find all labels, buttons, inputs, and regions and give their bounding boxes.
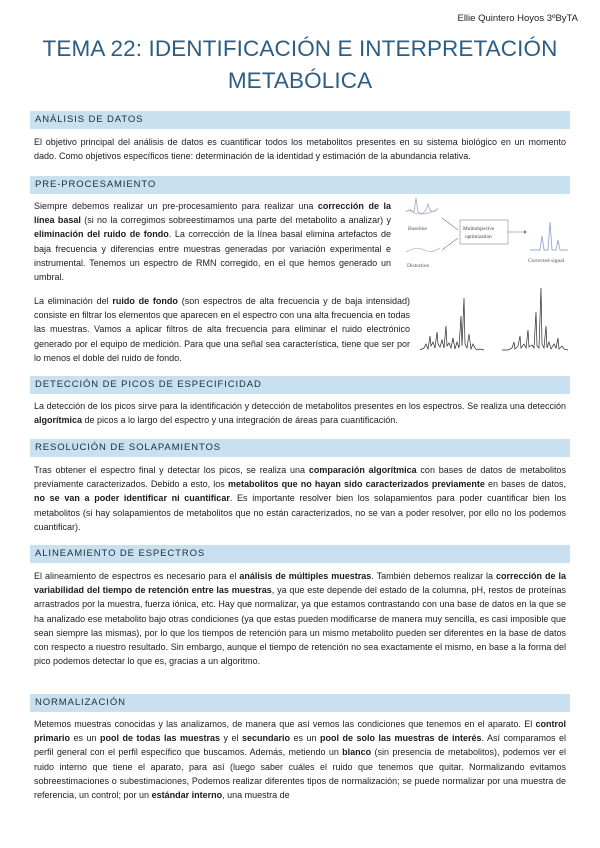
bold-pool-interes: pool de solo las muestras de interés [319,733,482,744]
bold-ruido-fondo-2: ruido de fondo [112,296,178,306]
text-run: Metemos muestras conocidas y las analizamos, de manera que así vemos las condiciones que tenemos en el aparato. El [34,719,536,729]
title-line-2: METABÓLICA [227,68,373,93]
text-run: La eliminación del [34,296,113,306]
text-run: . La corrección de la línea basal elimina artefactos de baja frecuencia y diferencias entre muestras generadas por variación experimental e instrumental. Tenemos un espectro de RMN corregido, en el que hemos generado un umbral. [34,229,391,283]
bold-no-caracterizados: metabolitos que no hayan sido caracterizados previamente [227,479,485,490]
label-baseline: Baseline [408,226,427,232]
page-title [30,33,570,97]
paragraph-normalizacion [34,717,566,802]
text-run: es un [70,733,100,744]
section-header-alineamiento: ALINEAMIENTO DE ESPECTROS [30,545,570,563]
text-run: es un [290,733,320,744]
text-run: . Así comparamos el perfil general con el perfil específico que buscamos. Además, metiendo un [34,733,566,758]
label-box-line-2: optimization [465,234,492,240]
filtered-spectrum [502,288,568,350]
author-name: Ellie Quintero Hoyos 3ºByTA [457,13,578,24]
paragraph-alineamiento [34,569,566,668]
bold-control-primario: control primario [34,719,566,744]
noise-filtered-spectra [418,286,570,358]
baseline-correction-diagram [400,192,572,274]
text-run: y el [220,733,242,744]
text-run: , ya que este depende del estado de la columna, pH, restos de proteínas arrastrados por la muestra, fuerza iónica, etc. Hay que normalizar, ya que estamos contrastando con una base de datos en la que se ha analizado ese metabolito bajo otras condiciones (ya que estas pueden modificarse de manera muy sencilla, es casi imposible que sean siempre las mismas), por lo que los tiempos de retención para un mismo metabolito pueden ser diferentes en la base de datos con respecto a nuestro resultado. Sin embargo, aunque el tiempo de retención no sea exactamente el mismo, en base a la forma del pico podemos detectar lo que es, gracias a un algoritmo. [34,585,567,667]
bold-linea-basal: corrección de la línea basal [34,201,392,226]
label-box-line-1: Multiobjective [463,226,495,232]
paragraph-resolucion [34,463,566,534]
section-header-normalizacion: NORMALIZACIÓN [30,694,570,712]
label-distortion: Distortion [407,263,430,269]
bold-pool-todas: pool de todas las muestras [100,733,220,744]
text-run: . También debemos realizar la [371,571,497,581]
bold-multiples-muestras: análisis de múltiples muestras [239,571,372,581]
text-run: con bases de datos de metabolitos previamente caracterizados. Debido a esto, los [34,465,566,490]
paragraph-preprocesamiento-1 [34,199,391,284]
text-run: de picos a lo largo del espectro y una integración de áreas para cuantificación. [82,415,398,426]
text-run: (si no la corregimos sobreestimamos una parte del metabolito a analizar) y [80,215,391,226]
bold-secundario: secundario [241,733,290,744]
bold-ruido-fondo: eliminación del ruido de fondo [34,229,169,240]
raw-spectrum [420,298,484,350]
section-header-preprocesamiento: PRE-PROCESAMIENTO [30,176,570,194]
title-line-1: TEMA 22: IDENTIFICACIÓN E INTERPRETACIÓN [42,36,558,61]
section-header-resolucion: RESOLUCIÓN DE SOLAPAMIENTOS [30,439,570,457]
bold-blanco: blanco [342,747,372,758]
label-corrected-signal: Corrected signal [528,258,565,264]
bold-no-identificar: no se van a poder identificar ni cuantificar [34,493,230,504]
section-header-analisis: ANÁLISIS DE DATOS [30,111,570,129]
section-header-deteccion: DETECCIÓN DE PICOS DE ESPECIFICIDAD [30,376,570,394]
optimization-box [460,220,508,244]
text-run: La detección de los picos sirve para la identificación y detección de metabolitos presentes en los espectros. Se realiza una detección [34,401,566,411]
text-run: (sin presencia de metabolitos), podemos ver el ruido interno que tiene el aparato, para así (luego saber cuáles el ruido que tenemos que quitar. Normalizando evitamos sobreestimaciones o subestimaciones, Podemos realizar diferentes tipos de normalización; se puede normalizar por una muestra de referencia, un control; por un [34,747,567,801]
bold-estandar-interno: estándar interno [151,790,223,801]
text-run: El alineamiento de espectros es necesario para el [34,571,240,581]
paragraph-deteccion [34,399,566,427]
paragraph-preprocesamiento-2 [34,294,410,365]
bold-comparacion: comparación algorítmica [308,465,417,475]
text-run: Tras obtener el espectro final y detectar los picos, se realiza una [34,465,309,475]
text-run: en bases de datos, [484,479,566,490]
bold-algoritmica: algorítmica [34,415,83,426]
text-run: . Es importante resolver bien los solapamientos para poder cuantificar bien los metabolitos (si hay solapamientos de metabolitos que no están caracterizados, no se van a poder resolver, por ello no los podemos cuantificar). [34,493,566,532]
bold-correccion-variabilidad: corrección de la variabilidad del tiempo de retención entre las muestras [34,571,566,596]
text-run: Siempre debemos realizar un pre-procesamiento para realizar una [34,201,318,211]
text-run: , una muestra de [222,790,290,801]
text-run: (son espectros de alta frecuencia y de baja intensidad) consiste en filtrar los elementos que aparecen en el espectro con una alta frecuencia en todas las muestras. Vamos a aplicar filtros de alta frecuencia para eliminar el ruido electrónico generado por el equipo de medición. Para que una señal sea característica, tiene que ser por lo menos el doble del ruido de fondo. [34,296,411,363]
paragraph-analisis: El objetivo principal del análisis de datos es cuantificar todos los metabolitos presentes en su sistema biológico en un momento dado. Como objetivos específicos tiene: determinación de la identidad y estimación de la abundancia relativa. [34,137,566,162]
